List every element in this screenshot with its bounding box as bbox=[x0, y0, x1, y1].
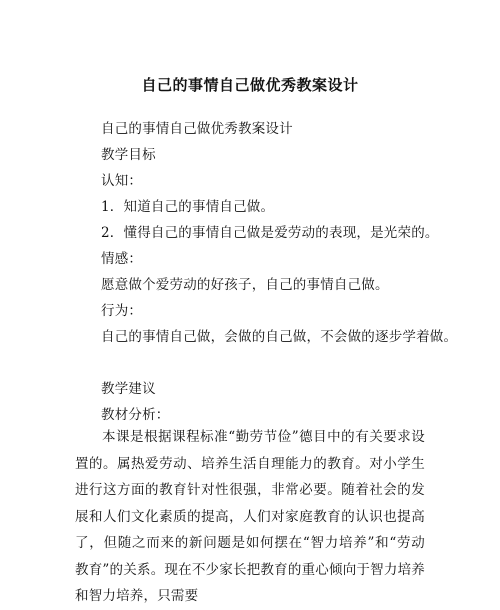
subtitle-line: 自己的事情自己做优秀教案设计 bbox=[101, 121, 293, 137]
label-emotion: 情感： bbox=[101, 251, 143, 267]
label-material-analysis: 教材分析： bbox=[101, 407, 170, 423]
section-heading-suggestions: 教学建议 bbox=[101, 381, 156, 397]
list-item: 1．知道自己的事情自己做。 bbox=[101, 199, 275, 215]
text-line: 自己的事情自己做，会做的自己做，不会做的逐步学着做。 bbox=[101, 329, 458, 345]
label-behavior: 行为： bbox=[101, 303, 143, 319]
list-item: 2．懂得自己的事情自己做是爱劳动的表现，是光荣的。 bbox=[101, 225, 439, 241]
text-line: 愿意做个爱劳动的好孩子，自己的事情自己做。 bbox=[101, 277, 389, 293]
body-paragraph: 本课是根据课程标准“勤劳节俭”德目中的有关要求设置的。属热爱劳动、培养生活自理能力的教育。对小学生进行这方面的教育针对性很强，非常必要。随着社会的发展和人们文化素质的提高，人们对家庭教育的认识也提高了，但随之而来的新问题是如何摆在“智力培养”和“劳动教育”的关系。现在不少家长把教育的重心倾向于智力培养和智力培养，只需要 bbox=[75, 429, 425, 604]
section-heading-objectives: 教学目标 bbox=[101, 147, 156, 163]
document-title: 自己的事情自己做优秀教案设计 bbox=[141, 76, 359, 94]
label-cognition: 认知： bbox=[101, 173, 143, 189]
